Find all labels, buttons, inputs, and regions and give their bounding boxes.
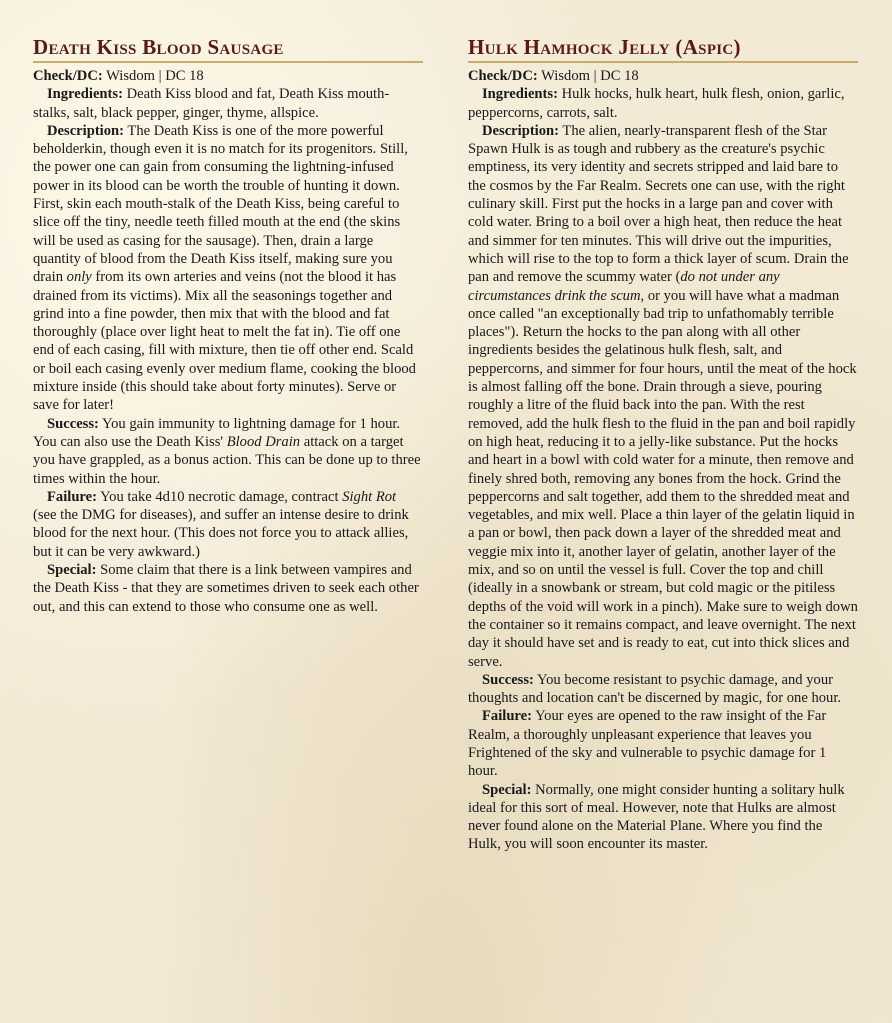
description-text-cont: from its own arteries and veins (not the blood it has drained from its victims). Mix all the seasonings together and grind into a fine powder, then mix that with the blood and fat thoroughly (place over light heat to melt the fat in). Tie off one end of each casing, fill with mixture, then tie off other end. Scald or boil each casing evenly over medium flame, cooking the blood mixture inside (this should take about forty minutes). Serve or save for later! [33, 269, 416, 414]
left-column [33, 34, 423, 616]
description-paragraph [33, 122, 423, 415]
success-text: You gain immunity to lightning damage for 1 hour. You can also use the Death Kiss' [33, 415, 401, 450]
description-label: Description: [482, 122, 560, 139]
success-text-cont: attack on a target you have grappled, as a bonus action. This can be done up to three times within the hour. [33, 433, 421, 487]
description-text-cont: , or you will have what a madman once called "an exceptionally bad trip to unfathomably terrible places"). Return the hocks to the pan along with all other ingredients besides the gelatinous hulk flesh, salt, and peppercorns, and simmer for four hours, until the meat of the hock is almost falling off the bone. Drain through a sieve, pouring roughly a litre of the fluid back into the pan. With the rest removed, add the hulk flesh to the fluid in the pan and boil rapidly on high heat, reducing it to a jelly-like substance. Put the hocks and heart in a bowl with cold water for a minute, then remove and finely shred both, removing any bones from the hock. Grind the peppercorns and salt together, add them to the shredded meat and vegetables, and mix well. Place a thin layer of the gelatin liquid in a pan or bowl, then pack down a layer of the shredded meat and veggie mix into it, another layer of gelatin, another layer of the mix, and so on until the vessel is full. Cover the top and chill (ideally in a snowbank or stream, but cold magic or the pitiless depths of the void will work in a pinch). Make sure to weigh down the container so it remains compact, and leave overnight. The next day it should have set and is ready to eat, cut into thick slices and serve. [468, 287, 858, 670]
ingredients-paragraph [33, 85, 423, 122]
success-emphasis: Blood Drain [226, 433, 301, 450]
failure-text: You take 4d10 necrotic damage, contract [97, 488, 343, 505]
ingredients-text: Death Kiss blood and fat, Death Kiss mouth-stalks, salt, black pepper, ginger, thyme, allspice. [33, 86, 390, 121]
failure-label: Failure: [482, 708, 532, 725]
failure-label: Failure: [47, 488, 97, 505]
ingredients-paragraph [468, 85, 858, 122]
check-value: Wisdom | DC 18 [102, 68, 204, 84]
check-dc-line [33, 67, 423, 85]
failure-paragraph [468, 707, 858, 780]
special-label: Special: [482, 781, 532, 798]
description-emphasis: only [66, 269, 92, 286]
failure-text: Your eyes are opened to the raw insight of the Far Realm, a thoroughly unpleasant experience that leaves you Frightened of the sky and vulnerable to psychic damage for 1 hour. [468, 708, 827, 780]
special-paragraph [468, 781, 858, 854]
success-paragraph [468, 671, 858, 708]
description-emphasis: do not under any circumstances drink the scum [468, 269, 780, 304]
ingredients-label: Ingredients: [47, 86, 123, 103]
description-label: Description: [47, 122, 125, 139]
failure-paragraph [33, 488, 423, 561]
right-column [468, 34, 858, 854]
check-label: Check/DC: [33, 68, 103, 84]
check-dc-line [468, 67, 858, 85]
success-label: Success: [482, 671, 534, 688]
ingredients-text: Hulk hocks, hulk heart, hulk flesh, onion, garlic, peppercorns, carrots, salt. [468, 86, 845, 121]
ingredients-label: Ingredients: [482, 86, 558, 103]
failure-text-cont: (see the DMG for diseases), and suffer an intense desire to drink blood for the next hour. (This does not force you to attack allies, but it can be very awkward.) [33, 507, 409, 560]
special-paragraph [33, 561, 423, 616]
special-label: Special: [47, 562, 97, 579]
success-paragraph [33, 415, 423, 488]
recipe-title: Death Kiss Blood Sausage [33, 34, 423, 63]
check-label: Check/DC: [468, 68, 538, 84]
failure-emphasis: Sight Rot [342, 488, 397, 505]
success-label: Success: [47, 415, 99, 432]
check-value: Wisdom | DC 18 [537, 68, 639, 84]
description-paragraph [468, 122, 858, 671]
recipe-title: Hulk Hamhock Jelly (Aspic) [468, 34, 858, 63]
success-text: You become resistant to psychic damage, and your thoughts and location can't be discerned by magic, for one hour. [468, 671, 842, 707]
special-text: Normally, one might consider hunting a solitary hulk ideal for this sort of meal. However, note that Hulks are almost never found alone on the Material Plane. Where you find the Hulk, you will soon encounter its master. [468, 781, 845, 853]
description-text: The alien, nearly-transparent flesh of the Star Spawn Hulk is as tough and rubbery as the creature's psychic emptiness, its very identity and secrets stripped and laid bare to the cosmos by the Far Realm. Secrets one can use, with the right culinary skill. First put the hocks in a large pan and cover with cold water. Bring to a boil over a high heat, then reduce the heat and simmer for ten minutes. This will drive out the impurities, which will rise to the top to form a thick layer of scum. Drain the pan and remove the scummy water ( [468, 122, 849, 286]
special-text: Some claim that there is a link between vampires and the Death Kiss - that they are sometimes driven to seek each other out, and this can extend to those who consume one as well. [33, 562, 419, 615]
description-text: The Death Kiss is one of the more powerful beholderkin, though even it is no match for its progenitors. Still, the power one can gain from consuming the lightning-infused power in its blood can be worth the trouble of hunting it down. First, skin each mouth-stalk of the Death Kiss, being careful to slice off the tiny, needle teeth filled mouth at the end (the skins will be used as casing for the sausage). Then, drain a large quantity of blood from the Death Kiss itself, making sure you drain [33, 122, 408, 286]
